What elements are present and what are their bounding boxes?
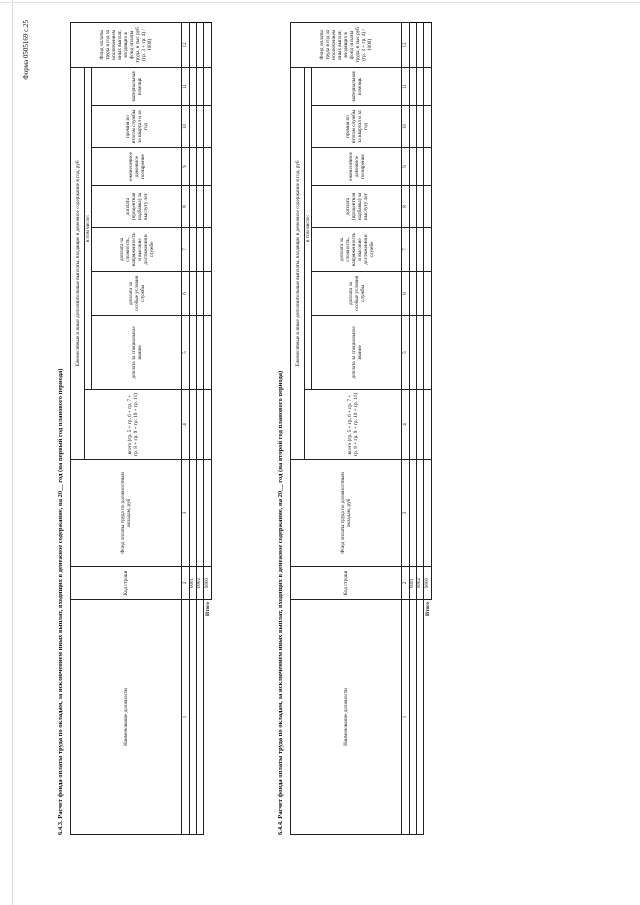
col-num-11: 11 [182,67,190,105]
cell-value[interactable] [190,67,197,105]
total-value[interactable] [424,390,432,460]
cell-value[interactable] [417,272,424,316]
table-row [190,22,197,834]
total-value[interactable] [424,272,432,316]
cell-value[interactable] [417,186,424,228]
header-position: Наименование должности [291,600,402,835]
cell-value[interactable] [190,228,197,272]
total-label: Итого [204,602,211,616]
col-num-5: 5 [182,316,190,390]
header-tension: доплата за сложность, напряженность и высокие достижения в службе [92,228,182,272]
col-num-4: 4 [402,390,410,460]
total-value[interactable] [204,316,212,390]
col-num-2: 2 [182,567,190,600]
col-num-10: 10 [402,106,410,148]
header-including: в том числе: [85,67,92,389]
cell-value[interactable] [417,67,424,105]
cell-value[interactable] [190,390,197,460]
header-total: всего (гр. 5 + гр. 6 + гр. 7 + гр. 8 + гр. 9 + гр. 10 + гр. 11) [85,390,182,460]
cell-value[interactable] [410,67,417,105]
table-row [417,22,424,834]
cell-value[interactable] [410,186,417,228]
cell-value[interactable] [190,272,197,316]
cell-position[interactable] [410,600,417,835]
header-including: в том числе: [305,67,312,389]
col-num-11: 11 [402,67,410,105]
col-num-7: 7 [182,228,190,272]
header-interest: доплата (процентная надбавка) за выслугу лет [312,186,402,228]
row-code: 0001 [410,567,417,600]
total-value[interactable] [204,460,212,567]
header-aid: материальная помощь [312,67,402,105]
total-value[interactable] [424,460,432,567]
cell-position[interactable] [197,600,204,835]
header-row-code: Код строки [291,567,402,600]
section-title-643: 6.4.3. Расчет фонда оплаты труда по окладам, за исключением иных выплат, входящих в денежное содержание, на 20__ год (на первый год планового периода) [57,368,64,835]
total-value[interactable] [204,186,212,228]
header-premium: премия по итогам службы за квартал и за год [312,106,402,148]
total-value[interactable] [424,186,432,228]
cell-value[interactable] [410,148,417,186]
col-num-1: 1 [182,600,190,835]
col-num-5: 5 [402,316,410,390]
total-row [424,22,432,834]
cell-value[interactable] [417,148,424,186]
col-num-9: 9 [182,148,190,186]
cell-position[interactable] [417,600,424,835]
form-code: Форма 0505169 с.25 [22,20,30,80]
total-value[interactable] [204,228,212,272]
row-code: 0002 [417,567,424,600]
header-bonus: ежемесячное денежное поощрение [92,148,182,186]
total-value[interactable] [424,67,432,105]
cell-value[interactable] [190,22,197,67]
total-value[interactable] [424,22,432,67]
total-value[interactable] [424,316,432,390]
col-num-12: 12 [182,22,190,67]
total-value[interactable] [204,67,212,105]
cell-value[interactable] [410,460,417,567]
cell-value[interactable] [410,316,417,390]
header-monthly-group: Ежемесячные и иные дополнительные выплаты, входящие в денежное содержание в год, руб [71,67,85,459]
col-num-3: 3 [402,460,410,567]
header-salary-fund: Фонд оплаты труда по должностным окладам, руб [291,460,402,567]
cell-value[interactable] [410,22,417,67]
header-fund-total: Фонд оплаты труда в год за исключением иных выплат, входящих в фонд оплаты труда, в тыс руб (гр. 3 + гр. 4) / 1000) [291,22,402,67]
cell-value[interactable] [197,390,204,460]
cell-value[interactable] [190,460,197,567]
row-code: 0002 [197,567,204,600]
cell-value[interactable] [197,22,204,67]
col-num-6: 6 [402,272,410,316]
cell-value[interactable] [417,228,424,272]
cell-value[interactable] [197,186,204,228]
cell-value[interactable] [197,460,204,567]
header-special: доплата за особые условия службы [92,272,182,316]
table-row [197,22,204,834]
header-bonus: ежемесячное денежное поощрение [312,148,402,186]
col-num-2: 2 [402,567,410,600]
total-value[interactable] [204,148,212,186]
cell-value[interactable] [410,106,417,148]
header-row-code: Код строки [71,567,182,600]
col-num-3: 3 [182,460,190,567]
col-num-10: 10 [182,106,190,148]
cell-value[interactable] [410,390,417,460]
cell-value[interactable] [197,316,204,390]
cell-value[interactable] [197,272,204,316]
col-num-12: 12 [402,22,410,67]
cell-value[interactable] [190,148,197,186]
total-value[interactable] [204,106,212,148]
cell-value[interactable] [417,460,424,567]
header-interest: доплата (процентная надбавка) за выслугу лет [92,186,182,228]
cell-value[interactable] [197,67,204,105]
header-rank: доплата за специальное звание [92,316,182,390]
cell-value[interactable] [410,272,417,316]
cell-value[interactable] [190,186,197,228]
cell-value[interactable] [190,106,197,148]
total-code: 9000 [204,567,212,600]
cell-value[interactable] [197,228,204,272]
cell-value[interactable] [417,106,424,148]
col-num-9: 9 [402,148,410,186]
cell-value[interactable] [190,316,197,390]
total-row [204,22,212,834]
header-position: Наименование должности [71,600,182,835]
col-num-6: 6 [182,272,190,316]
total-value[interactable] [204,390,212,460]
header-special: доплата за особые условия службы [312,272,402,316]
total-value[interactable] [424,106,432,148]
table-row [410,22,417,834]
cell-value[interactable] [417,316,424,390]
cell-position[interactable] [190,600,197,835]
total-label: Итого [424,602,431,616]
total-value[interactable] [424,228,432,272]
total-value[interactable] [424,148,432,186]
cell-value[interactable] [410,228,417,272]
col-num-7: 7 [402,228,410,272]
col-num-8: 8 [182,186,190,228]
header-total: всего (гр. 5 + гр. 6 + гр. 7 + гр. 8 + гр. 9 + гр. 10 + гр. 11) [305,390,402,460]
header-monthly-group: Ежемесячные и иные дополнительные выплаты, входящие в денежное содержание в год, руб [291,67,305,459]
cell-value[interactable] [417,22,424,67]
total-value[interactable] [204,22,212,67]
header-premium: премия по итогам службы за квартал и за год [92,106,182,148]
header-salary-fund: Фонд оплаты труда по должностным окладам, руб [71,460,182,567]
table-644 [290,22,432,835]
cell-value[interactable] [197,148,204,186]
cell-value[interactable] [417,390,424,460]
total-value[interactable] [204,272,212,316]
header-tension: доплата за сложность, напряженность и высокие достижения в службе [312,228,402,272]
total-code: 9000 [424,567,432,600]
col-num-8: 8 [402,186,410,228]
row-code: 0001 [190,567,197,600]
header-fund-total: Фонд оплаты труда в год за исключением иных выплат, входящих в фонд оплаты труда, в тыс руб (гр. 3 + гр. 4) / 1000) [71,22,182,67]
header-aid: материальная помощь [92,67,182,105]
col-num-1: 1 [402,600,410,835]
table-643 [70,22,212,835]
col-num-4: 4 [182,390,190,460]
section-title-644: 6.4.4. Расчет фонда оплаты труда по окладам, за исключением иных выплат, входящих в денежное содержание, на 20__ год (на второй год планового периода) [277,370,284,835]
cell-value[interactable] [197,106,204,148]
header-rank: доплата за специальное звание [312,316,402,390]
